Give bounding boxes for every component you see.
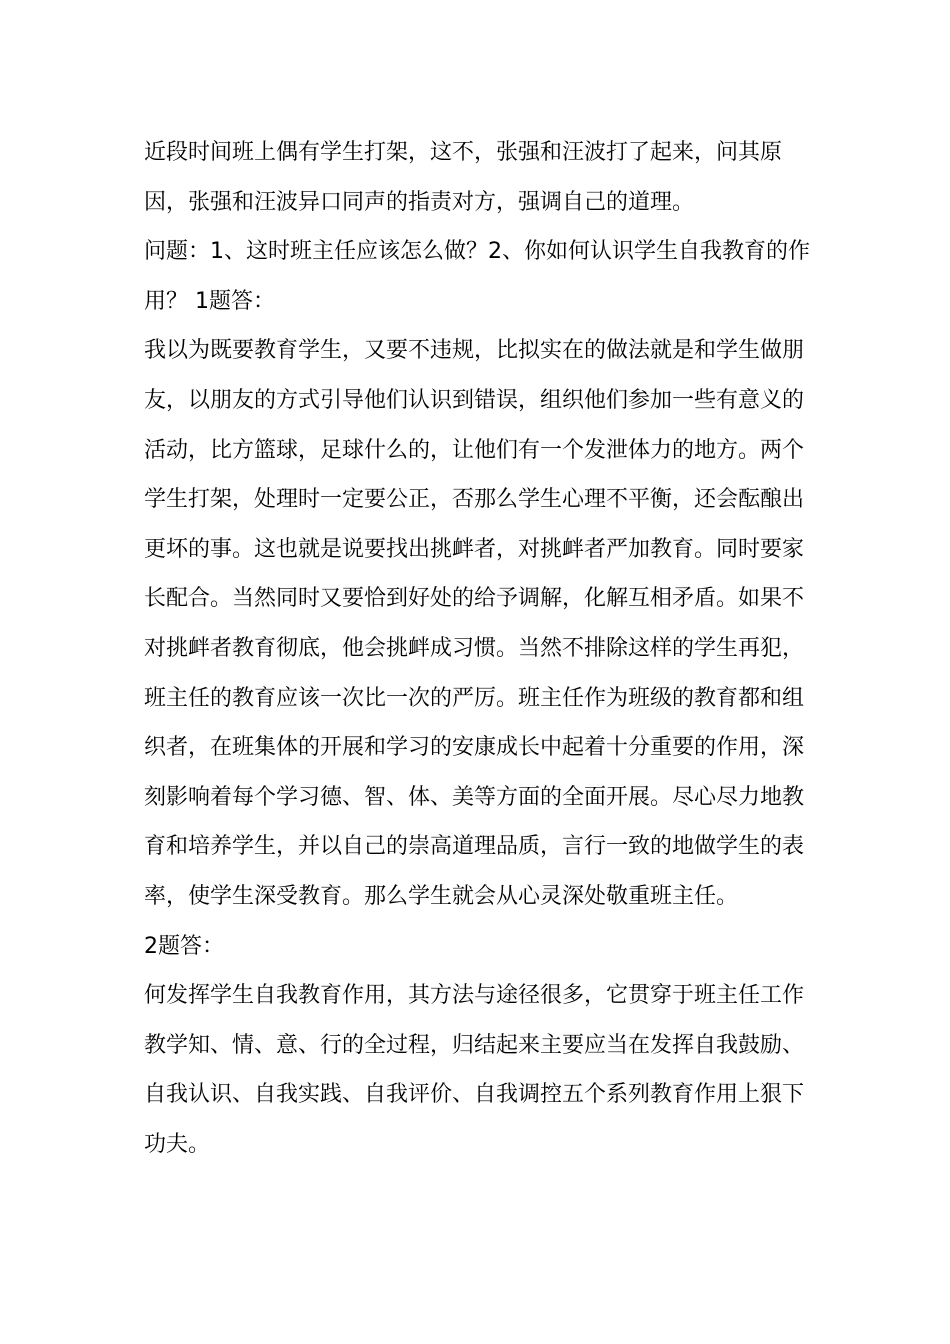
document-body [144, 128, 824, 1169]
paragraph-answer-2-heading: 2题答： [144, 933, 224, 959]
paragraph-questions: 问题：1、这时班主任应该怎么做？2、你如何认识学生自我教育的作用？ 1题答： [144, 239, 810, 314]
paragraph-answer-1: 我以为既要教育学生，又要不违规，比拟实在的做法就是和学生做朋友，以朋友的方式引导他们认识到错误，组织他们参加一些有意义的活动，比方篮球，足球什么的，让他们有一个发泄体力的地方。两个学生打架，处理时一定要公正，否那么学生心理不平衡，还会酝酿出更坏的事。这也就是说要找出挑衅者，对挑衅者严加教育。同时要家长配合。当然同时又要恰到好处的给予调解，化解互相矛盾。如果不对挑衅者教育彻底，他会挑衅成习惯。当然不排除这样的学生再犯，班主任的教育应该一次比一次的严厉。班主任作为班级的教育都和组织者，在班集体的开展和学习的安康成长中起着十分重要的作用，深刻影响着每个学习德、智、体、美等方面的全面开展。尽心尽力地教育和培养学生，并以自己的崇高道理品质，言行一致的地做学生的表率，使学生深受教育。那么学生就会从心灵深处敬重班主任。 [144, 338, 805, 909]
paragraph-answer-2: 何发挥学生自我教育作用，其方法与途径很多，它贯穿于班主任工作教学知、情、意、行的全过程，归结起来主要应当在发挥自我鼓励、自我认识、自我实践、自我评价、自我调控五个系列教育作用上狠下功夫。 [144, 983, 805, 1157]
paragraph-intro: 近段时间班上偶有学生打架，这不，张强和汪波打了起来，问其原因，张强和汪波异口同声的指责对方，强调自己的道理。 [144, 140, 783, 215]
